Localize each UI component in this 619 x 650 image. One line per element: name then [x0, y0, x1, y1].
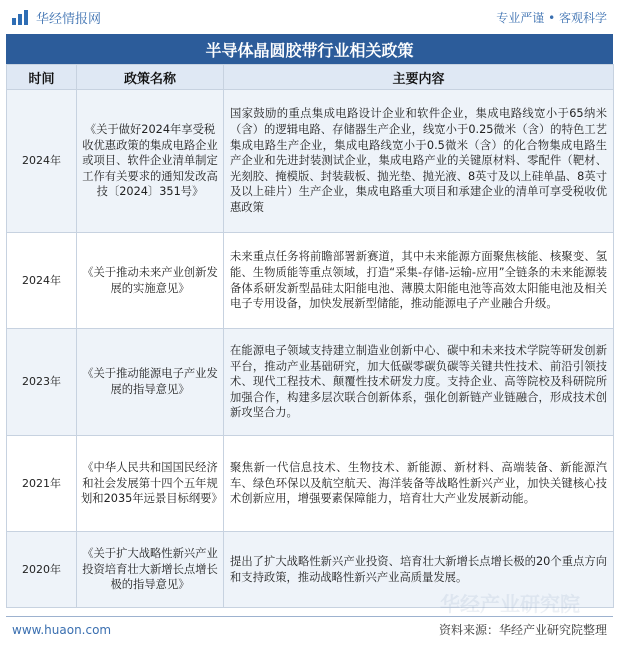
footer-website: www.huaon.com [12, 622, 112, 637]
row-time: 2023年 [7, 329, 77, 436]
table-header-row [7, 65, 614, 90]
brand-name: 华经情报网 [36, 11, 102, 27]
top-bar [6, 0, 613, 34]
row-policy-name: 《关于推动未来产业创新发展的实施意见》 [77, 233, 224, 329]
row-time: 2024年 [7, 233, 77, 329]
table-row [7, 233, 614, 329]
row-policy-name: 《中华人民共和国国民经济和社会发展第十四个五年规划和2035年远景目标纲要》 [77, 436, 224, 532]
column-header-content: 主要内容 [224, 65, 614, 90]
row-policy-name: 《关于扩大战略性新兴产业投资培育壮大新增长点增长极的指导意见》 [77, 532, 224, 608]
footer [6, 616, 613, 642]
row-content: 未来重点任务将前瞻部署新赛道，其中未来能源方面聚焦核能、核聚变、氢能、生物质能等重点领域，打造“采集-存储-运输-应用”全链条的未来能源装备体系研发新型晶硅太阳能电池、薄膜太阳能电池等高效太阳能电池及相关电子专用设备，加快发展新型储能，推动能源电子产业融合升级。 [224, 233, 614, 329]
row-time: 2024年 [7, 90, 77, 233]
row-policy-name: 《关于做好2024年享受税收优惠政策的集成电路企业或项目、软件企业清单制定工作有关要求的通知发改高技〔2024〕351号》 [77, 90, 224, 233]
table-row [7, 90, 614, 233]
column-header-policy-name: 政策名称 [77, 65, 224, 90]
row-content: 提出了扩大战略性新兴产业投资、培育壮大新增长点增长极的20个重点方向和支持政策，推动战略性新兴产业高质量发展。 [224, 532, 614, 608]
row-time: 2021年 [7, 436, 77, 532]
row-policy-name: 《关于推动能源电子产业发展的指导意见》 [77, 329, 224, 436]
row-content: 国家鼓励的重点集成电路设计企业和软件企业，集成电路线宽小于65纳米（含）的逻辑电路、存储器生产企业，线宽小于0.25微米（含）的特色工艺集成电路生产企业，集成电路线宽小于0.5微米（含）的化合物集成电路生产企业和先进封装测试企业，集成电路产业的关键原材料、零配件（靶材、光刻胶、掩模版、封装载板、抛光垫、抛光液、8英寸及以上硅单晶、8英寸及以上硅片）生产企业，集成电路重大项目和承建企业的清单可享受税收优惠政策 [224, 90, 614, 233]
row-content: 聚焦新一代信息技术、生物技术、新能源、新材料、高端装备、新能源汽车、绿色环保以及航空航天、海洋装备等战略性新兴产业，加快关键核心技术创新应用，增强要素保障能力，培育壮大产业发展新动能。 [224, 436, 614, 532]
column-header-time: 时间 [7, 65, 77, 90]
table-row [7, 532, 614, 608]
row-time: 2020年 [7, 532, 77, 608]
slogan: 专业严谨 • 客观科学 [496, 10, 607, 25]
row-content: 在能源电子领域支持建立制造业创新中心、碳中和未来技术学院等研发创新平台，推动产业基础研究，加大低碳零碳负碳等关键共性技术、前沿引领技术、现代工程技术、颠覆性技术研发力度。支持企业、高等院校及科研院所加强合作，构建多层次联合创新体系，强化创新链产业链融合，形成技术创新攻坚合力。 [224, 329, 614, 436]
bar-chart-logo-icon [12, 9, 30, 25]
table-row [7, 329, 614, 436]
footer-source: 资料来源：华经产业研究院整理 [438, 623, 607, 637]
policy-table [6, 64, 614, 608]
page-title: 半导体晶圆胶带行业相关政策 [6, 34, 613, 64]
table-row [7, 436, 614, 532]
brand [12, 8, 101, 27]
